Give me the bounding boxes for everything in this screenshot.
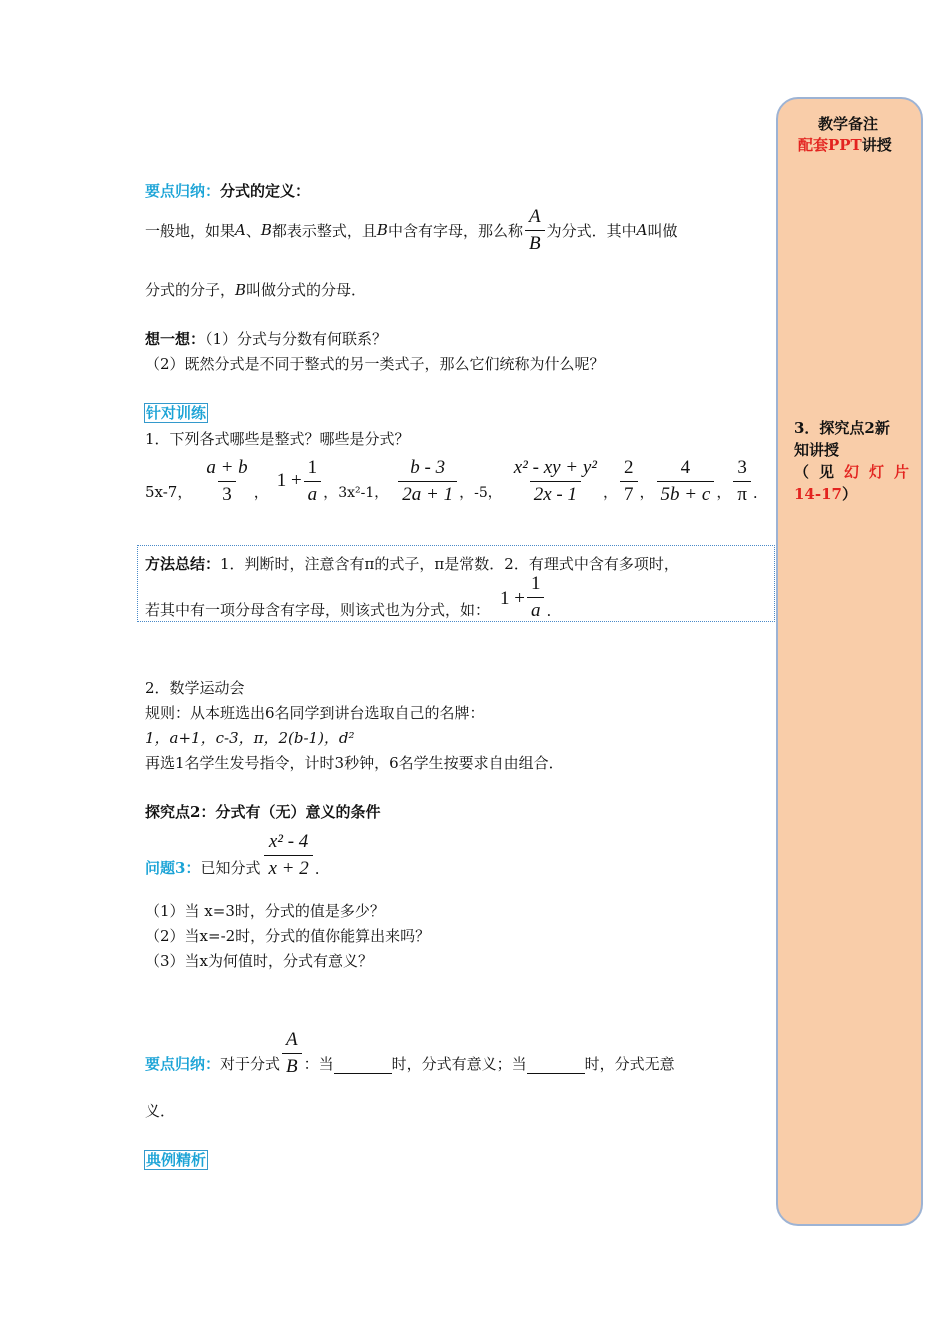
def-var-a: A xyxy=(235,221,246,239)
comma-3: ， xyxy=(459,483,475,501)
def-text-c: 中含有字母，那么称 xyxy=(387,221,523,240)
expr-frac-1-over-a: $\frac{1}{a}$ xyxy=(304,457,322,506)
comma-4: ， xyxy=(603,483,619,501)
method-line1 xyxy=(145,553,679,574)
sidebar-note-slides: 14-17 xyxy=(794,485,842,503)
def-line2-a: 分式的分子， xyxy=(145,281,236,299)
method-1-plus: 1 + xyxy=(500,588,525,609)
method-line2 xyxy=(145,573,552,622)
method-end: . xyxy=(546,602,552,620)
frac-numerator: A xyxy=(528,205,541,227)
key-point-2-text-c: 时，分式有意义；当 xyxy=(391,1055,527,1073)
problem3-label: 问题3： xyxy=(145,859,201,877)
sidebar-note-red: 幻灯片 xyxy=(844,463,920,481)
sidebar-subtitle xyxy=(798,134,892,155)
key-point-definition-heading xyxy=(145,180,310,201)
def-text-e: 叫做 xyxy=(647,221,678,240)
sidebar-note-close: ） xyxy=(841,485,857,503)
method-text2: 若其中有一项分母含有字母，则该式也为分式，如： xyxy=(145,601,491,619)
think-question-1 xyxy=(145,328,387,349)
training-question-1: 1．下列各式哪些是整式？哪些是分式？ xyxy=(145,430,410,448)
key-point-label: 要点归纳： xyxy=(145,182,221,200)
def-line2-var: B xyxy=(235,281,247,299)
def-var-b2: B xyxy=(376,221,388,239)
sidebar-subtitle-red: 配套PPT xyxy=(798,136,862,154)
definition-line2 xyxy=(145,279,366,300)
method-frac-1-over-a: $\frac{1}{a}$ xyxy=(527,573,545,622)
expr-frac-4-5b-c: $\frac{4}{5b + c}$ xyxy=(657,457,715,506)
key-point-2-line2: 义． xyxy=(145,1102,176,1120)
method-text1: 1．判断时，注意含有π的式子，π是常数．2．有理式中含有多项时， xyxy=(220,555,679,573)
key-point-2-text-a: 对于分式 xyxy=(220,1055,281,1073)
key-point-2-text-b: ：当 xyxy=(303,1055,334,1073)
training-label xyxy=(144,402,208,423)
expr-frac-a-plus-b: $\frac{a + b}{3}$ xyxy=(206,457,248,505)
problem3-end: . xyxy=(314,860,320,878)
key-point-2-line xyxy=(145,1020,675,1078)
sidebar-subtitle-black: 讲授 xyxy=(861,136,892,154)
explore2-q3: （3）当x为何值时，分式有意义？ xyxy=(145,952,374,970)
key-point-2-fraction: $\frac{A}{B}$ xyxy=(282,1029,302,1078)
blank-meaningful[interactable] xyxy=(334,1059,392,1074)
expr-1-plus: 1 + xyxy=(276,470,302,491)
definition-heading: 分式的定义： xyxy=(220,182,311,200)
problem3-fraction: $\frac{\text{x² - 4}}{x + 2}$ xyxy=(264,831,312,880)
comma-1: ， xyxy=(253,483,269,501)
sidebar-note-line3 xyxy=(794,461,919,482)
expr-frac-x2-xy-y2: $\frac{\text{x² - xy + y²}}{2x - 1}$ xyxy=(513,457,598,505)
problem3-line xyxy=(145,822,320,880)
comma-2: ， xyxy=(323,483,339,501)
training-label-box: 针对训练 xyxy=(146,404,207,422)
think-q1: （1）分式与分数有何联系？ xyxy=(205,330,388,348)
expr-frac-2-7: $\frac{2}{7}$ xyxy=(620,457,638,506)
method-label: 方法总结： xyxy=(145,555,221,573)
sidebar-note-line1: 3．探究点2新 xyxy=(794,419,890,437)
sidebar-note-open: （见 xyxy=(794,463,845,481)
sports-rule: 规则：从本班选出6名同学到讲台选取自己的名牌： xyxy=(145,704,485,722)
teaching-notes-sidebar xyxy=(776,97,923,1226)
problem3-text: 已知分式 xyxy=(200,859,261,877)
think-question-2: （2）既然分式是不同于整式的另一类式子，那么它们统称为什么呢？ xyxy=(145,355,605,373)
examples-label xyxy=(144,1149,208,1170)
explore2-title: 探究点2：分式有（无）意义的条件 xyxy=(145,803,381,821)
def-sep: 、 xyxy=(245,221,261,240)
comma-6: ， xyxy=(716,483,732,501)
sidebar-note-line4 xyxy=(794,483,857,504)
sidebar-note-line2: 知讲授 xyxy=(794,441,840,459)
def-line2-b: 叫做分式的分母． xyxy=(246,281,367,299)
key-point-2-text-d: 时，分式无意 xyxy=(584,1055,675,1073)
expr-end: . xyxy=(752,484,758,502)
def-text-d: 为分式．其中 xyxy=(546,221,637,240)
def-var-a2: A xyxy=(636,221,648,239)
explore2-q2: （2）当x=-2时，分式的值你能算出来吗？ xyxy=(145,927,431,945)
comma-5: ， xyxy=(639,483,655,501)
sports-items: 1，a+1，c-3，π，2(b-1)，d² xyxy=(145,729,355,747)
blank-meaningless[interactable] xyxy=(527,1059,585,1074)
expr-5x-7: 5x-7， xyxy=(145,483,193,501)
sports-q2: 2．数学运动会 xyxy=(145,679,245,697)
explore2-q1: （1）当 x=3时，分式的值是多少？ xyxy=(145,902,385,920)
frac-denominator: B xyxy=(525,230,545,255)
sports-instruction: 再选1名学生发号指令，计时3秒钟，6名学生按要求自由组合． xyxy=(145,754,564,772)
key-point-2-label: 要点归纳： xyxy=(145,1055,221,1073)
def-text-b: 都表示整式，且 xyxy=(271,221,377,240)
def-text-a: 一般地，如果 xyxy=(145,221,236,240)
def-var-b: B xyxy=(260,221,272,239)
fraction-a-over-b xyxy=(525,206,545,255)
sidebar-title: 教学备注 xyxy=(818,115,879,133)
training-expressions xyxy=(145,450,758,506)
expr-frac-3-pi: $\frac{3}{\pi}$ xyxy=(733,457,751,506)
expr-3x2-1: 3x²-1， xyxy=(338,485,389,501)
expr-minus-5: -5， xyxy=(474,485,502,501)
expr-frac-b-3: $\frac{b - 3}{2a + 1}$ xyxy=(398,457,457,506)
definition-line1 xyxy=(145,200,677,260)
think-label: 想一想： xyxy=(145,330,206,348)
examples-label-box: 典例精析 xyxy=(146,1151,207,1169)
